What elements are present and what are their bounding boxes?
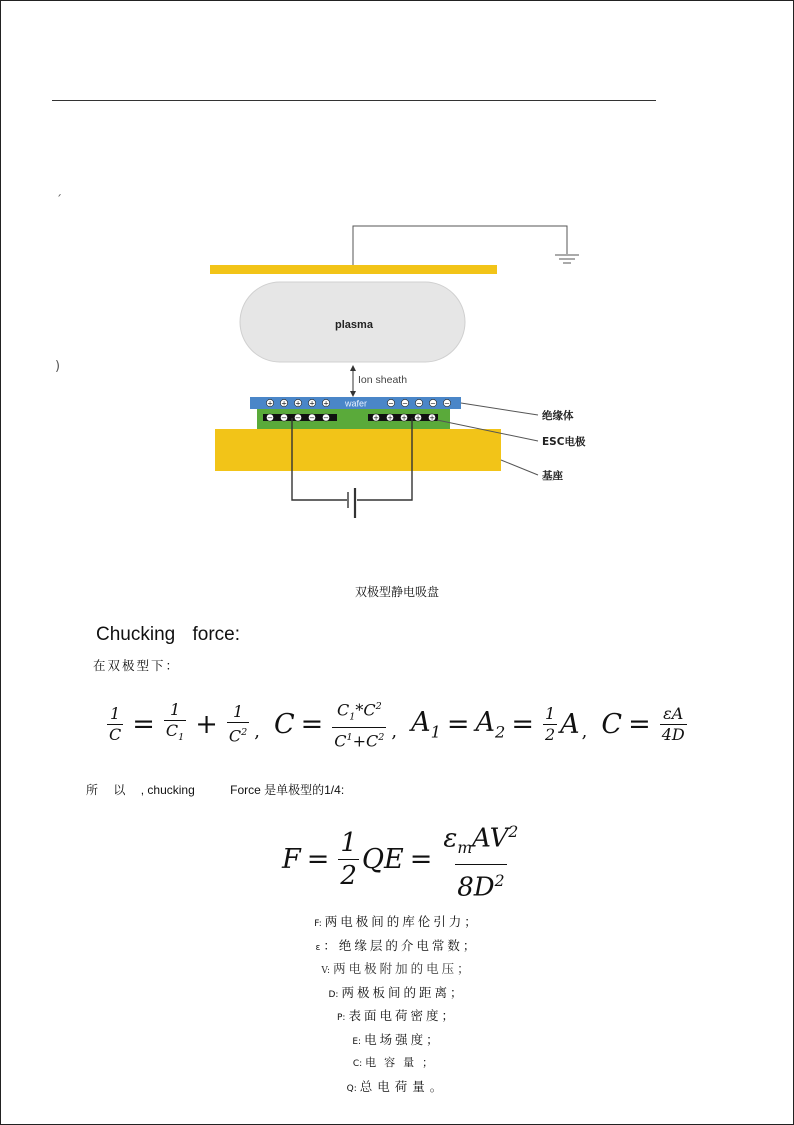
definition-item: ε ：绝缘层的介电常数； [315, 937, 479, 953]
svg-text:−: − [430, 399, 436, 408]
negative-charge [266, 414, 273, 422]
sheath-label: Ion sheath [358, 374, 408, 386]
negative-charge [308, 414, 315, 422]
section-heading: Chucking force: [96, 624, 241, 645]
label-dielectric: 绝缘体 [542, 410, 574, 422]
svg-text:+: + [401, 414, 407, 423]
svg-text:+: + [267, 399, 273, 408]
definition-item: C: 电容量； [352, 1056, 442, 1069]
negative-charge [401, 399, 408, 407]
svg-text:+: + [429, 414, 435, 423]
positive-charge [308, 399, 315, 407]
negative-charge [443, 399, 450, 407]
negative-charge [429, 399, 436, 407]
margin-mark: ˊ [56, 193, 62, 207]
battery-icon [348, 488, 355, 518]
positive-charge [428, 414, 435, 422]
definition-item: Q: 总电荷量。 [346, 1078, 448, 1094]
capacitance-equation: $\frac{1}{C}$ = $\frac{1}{C_1}$ + $\frac{1}{C^2}$ , C = $\frac{C_1*C^2}{C^1+C^2}$ , $A_1$ = $A_2$ = $\frac{1}{2}$ A , C = $\frac{\varepsilon A}{4D}$ [109, 699, 685, 751]
definition-item: V: 两电极附加的电压； [321, 961, 473, 976]
svg-text:−: − [402, 399, 408, 408]
positive-charge [294, 399, 301, 407]
label-base: 基座 [542, 470, 563, 482]
svg-text:−: − [388, 399, 394, 408]
ground-wire [353, 226, 567, 265]
label-esc-electrode: ESC电极 [542, 436, 586, 448]
positive-charge [280, 399, 287, 407]
negative-charge [415, 399, 422, 407]
svg-text:+: + [415, 414, 421, 423]
positive-charge [266, 399, 273, 407]
definition-item: E: 电场强度； [352, 1031, 442, 1047]
svg-text:+: + [295, 399, 301, 408]
positive-charge [400, 414, 407, 422]
symbol-definitions [0, 910, 794, 1098]
leader-dielectric [461, 403, 538, 415]
ground-icon [555, 255, 579, 263]
svg-text:−: − [267, 414, 273, 423]
svg-text:+: + [387, 414, 393, 423]
definition-item: F: 两电极间的库伦引力； [314, 914, 480, 929]
svg-text:−: − [309, 414, 315, 423]
svg-text:−: − [444, 399, 450, 408]
negative-charge [280, 414, 287, 422]
svg-text:−: − [295, 414, 301, 423]
header-rule [52, 100, 656, 101]
force-equation: F = $\frac{1}{2}$ QE = $\frac{\varepsilon_mAV^2}{8D^2}$ [282, 823, 519, 903]
svg-text:+: + [373, 414, 379, 423]
svg-text:−: − [323, 414, 329, 423]
esc-diagram [200, 222, 670, 532]
svg-text:−: − [281, 414, 287, 423]
svg-text:+: + [281, 399, 287, 408]
top-electrode [210, 265, 497, 274]
section-subheading: 在双极型下： [93, 658, 181, 673]
definition-item: P: 表面电荷密度； [337, 1008, 457, 1023]
figure-caption: 双极型静电吸盘 [354, 585, 439, 599]
plasma-label: plasma [335, 319, 373, 331]
svg-text:+: + [323, 399, 329, 408]
conclusion-line: 所 以 , chucking Force 是单极型的1/4: [86, 783, 345, 797]
svg-text:−: − [416, 399, 422, 408]
margin-mark: ) [55, 359, 61, 374]
negative-charge [322, 414, 329, 422]
definition-item: D: 两极板间的距离； [328, 984, 466, 1000]
negative-charge [387, 399, 394, 407]
positive-charge [386, 414, 393, 422]
positive-charge [414, 414, 421, 422]
positive-charge [322, 399, 329, 407]
leader-base [501, 460, 538, 475]
base-block [215, 429, 501, 471]
wafer-label: wafer [344, 398, 368, 409]
svg-text:+: + [309, 399, 315, 408]
positive-charge [372, 414, 379, 422]
negative-charge [294, 414, 301, 422]
